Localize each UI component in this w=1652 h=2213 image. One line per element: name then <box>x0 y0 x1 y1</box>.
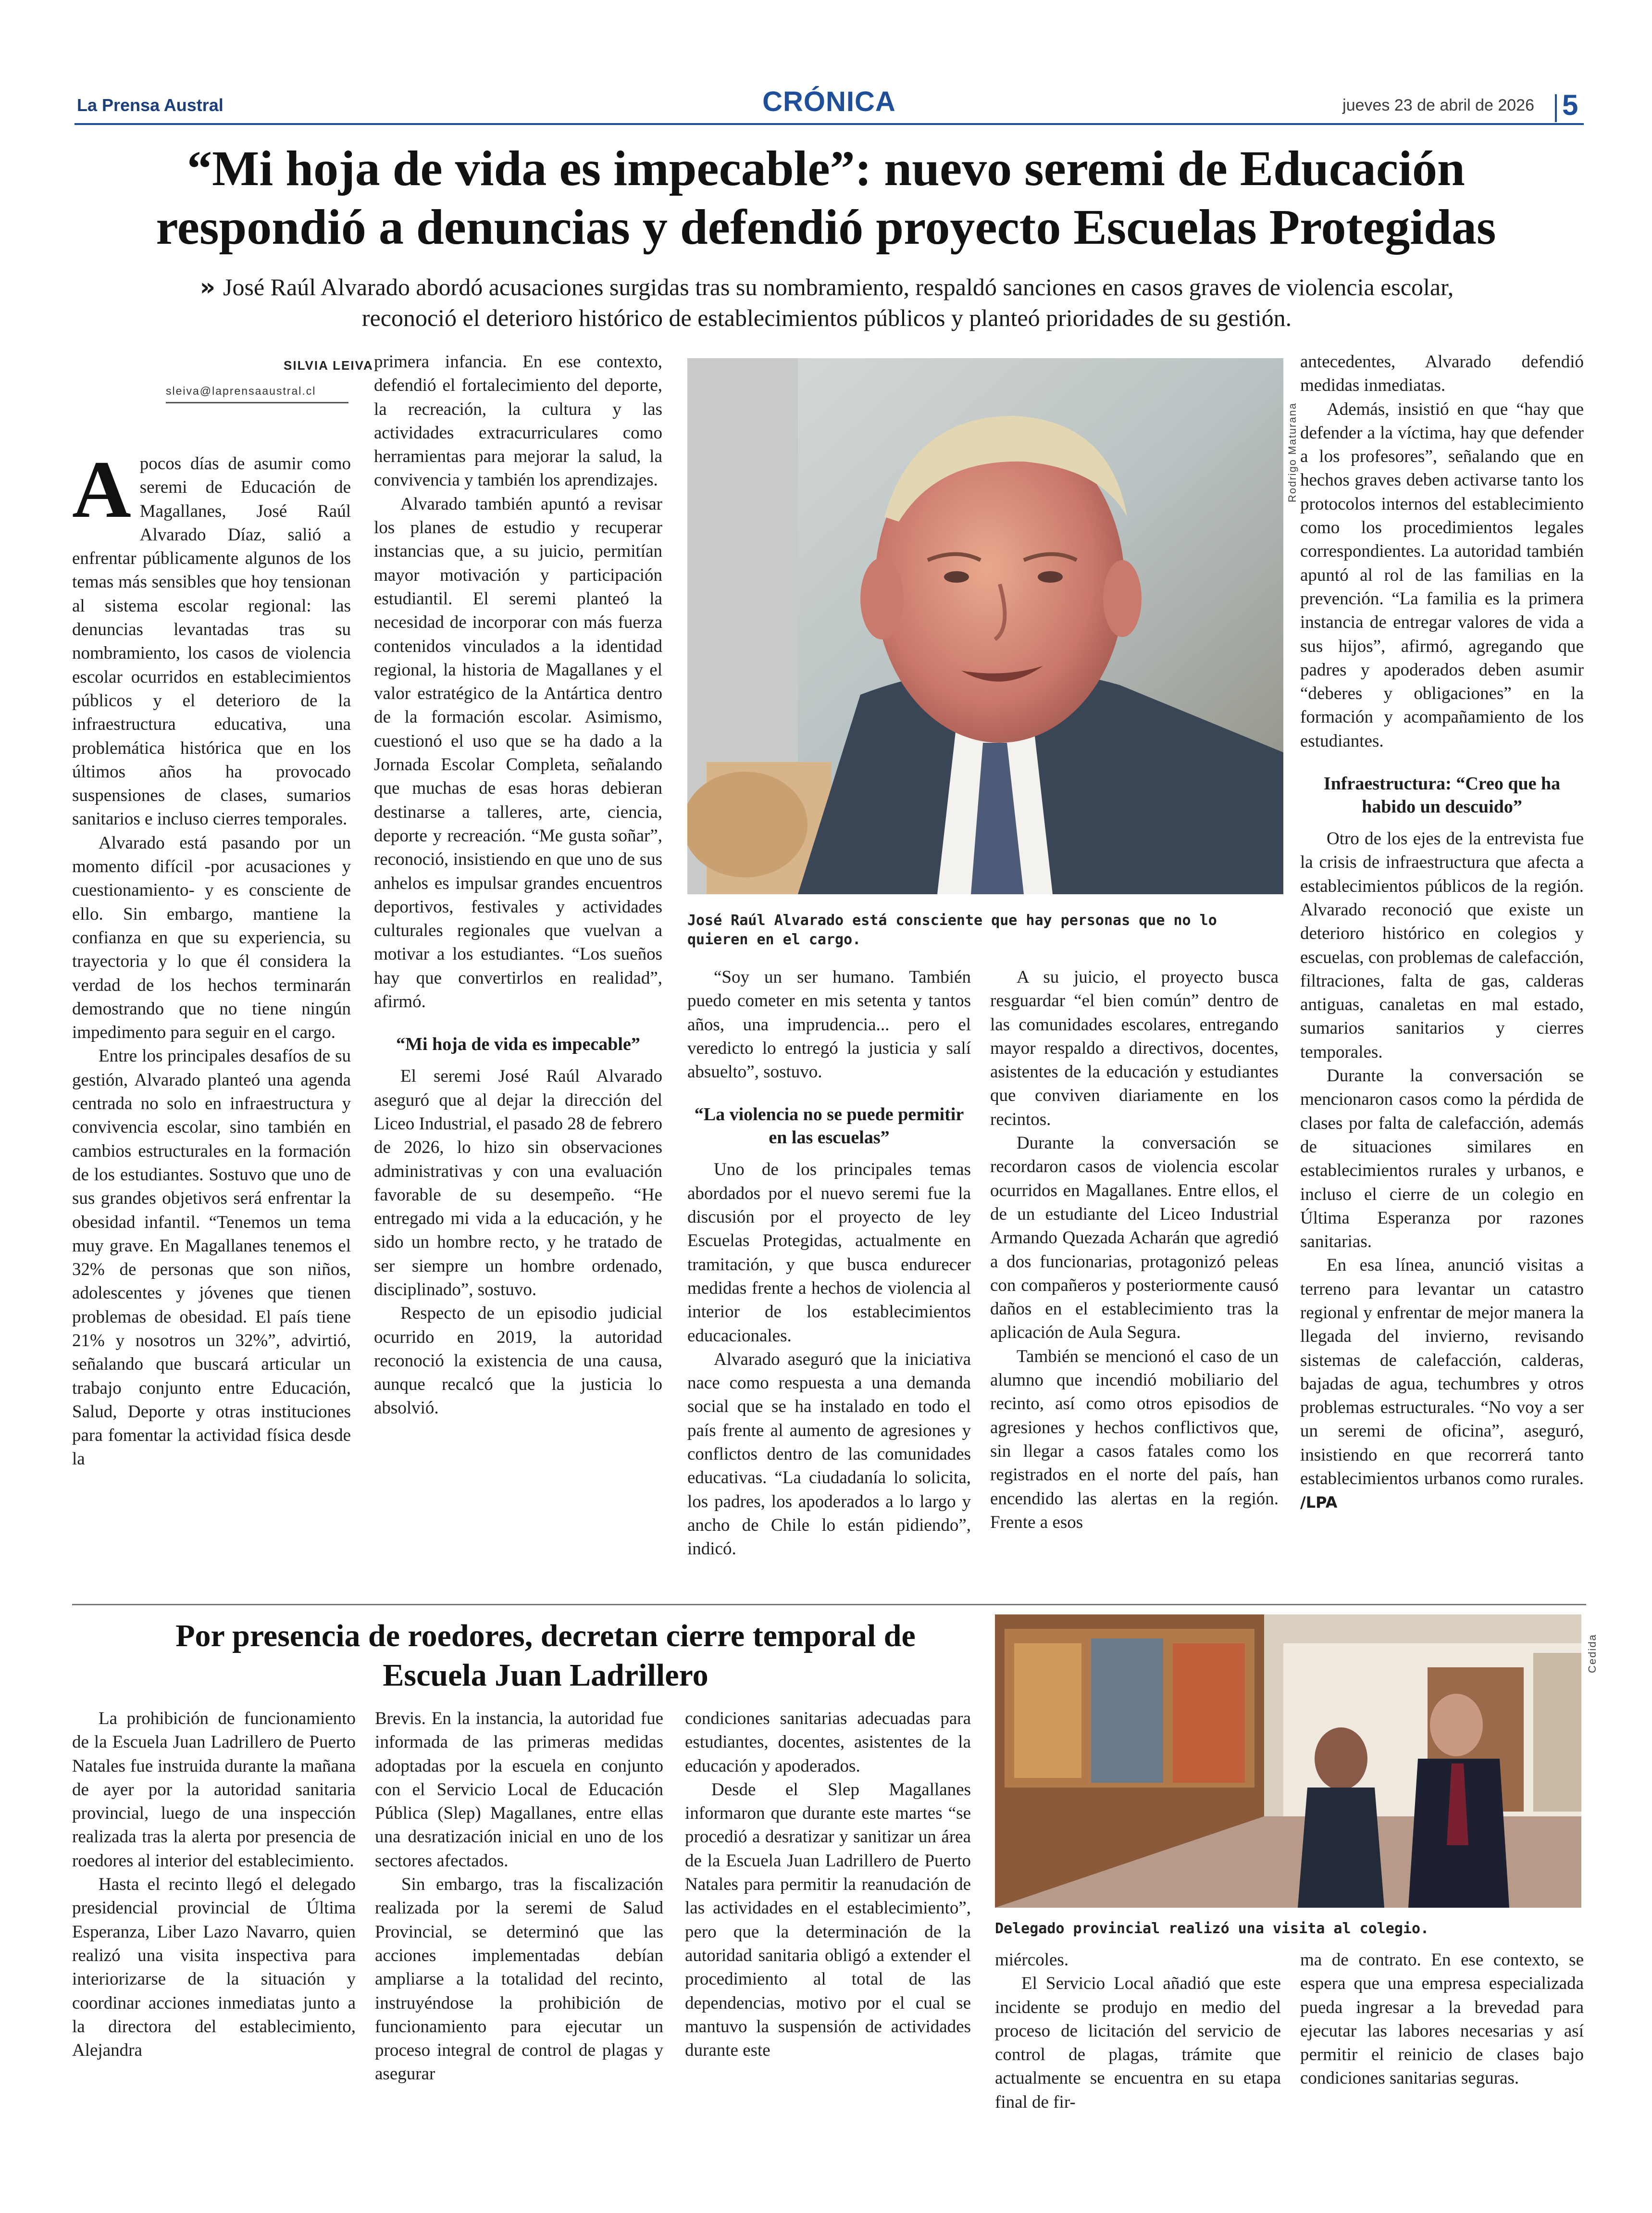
header-rule <box>75 123 1584 125</box>
byline-email: sleiva@laprensaaustral.cl <box>166 385 316 397</box>
paragraph: Otro de los ejes de la entrevista fue la crisis de infraestructura que afecta a establecimientos públicos de la región. Alvarado reconoció que existe un deterioro histórico en colegios y escuelas, con problemas de calefacción, filtraciones, falta de gas, calderas antiguas, canaletas en mal estado, sumarios sanitarios y cierres temporales. <box>1300 829 1584 1062</box>
deck-text: José Raúl Alvarado abordó acusaciones surgidas tras su nombramiento, respaldó sanciones en casos graves de violencia escolar, reconoció el deterioro histórico de establecimientos públicos y planteó prioridades de su gestión. <box>223 274 1454 331</box>
story-divider <box>72 1604 1586 1605</box>
second-column-1 <box>72 1707 356 2188</box>
paragraph: primera infancia. En ese contexto, defendió el fortalecimiento del deporte, la recreación, la cultura y las actividades extracurriculares como herramientas para mejorar la salud, la convivencia y también los aprendizajes. <box>374 352 662 490</box>
paragraph: Además, insistió en que “hay que defender a la víctima, hay que defender a los profesores”, señalando que en hechos graves deben activarse tanto los protocolos internos del establecimiento como los procedimientos legales correspondientes. La autoridad también apuntó al rol de las familias en la prevención. “La familia es la primera instancia de entregar valores de vida a sus hijos”, afirmó, agregando que padres y apoderados deben asumir “deberes y obligaciones” en la formación y acompañamiento de los estudiantes. <box>1300 399 1584 751</box>
second-photo <box>995 1614 1581 1908</box>
paragraph: También se mencionó el caso de un alumno que incendió mobiliario del recinto, así como otros episodios de agresiones y hechos conflictivos que, sin llegar a casos fatales como los registrados en el norte del país, han encendido las alertas en la región. Frente a esos <box>990 1346 1279 1532</box>
paragraph: Durante la conversación se mencionaron casos como la pérdida de clases por falta de calefacción, además de situaciones similares en establecimientos rurales y urbanos, e incluso el cierre de un colegio en Última Esperanza por razones sanitarias. <box>1300 1066 1584 1252</box>
issue-date: jueves 23 de abril de 2026 <box>1342 96 1534 114</box>
page-separator <box>1555 94 1557 122</box>
paragraph: Respecto de un episodio judicial ocurrido en 2019, la autoridad reconoció la existencia de una causa, aunque recalcó que la justicia lo absolvió. <box>374 1303 662 1418</box>
main-deck <box>159 272 1495 333</box>
second-column-2 <box>375 1707 663 2188</box>
main-column-4 <box>990 965 1279 1591</box>
paragraph: Uno de los principales temas abordados por el nuevo seremi fue la discusión por el proyecto de ley Escuelas Protegidas, actualmente en tramitación, y que busca endurecer medidas frente a hechos de violencia al interior de los establecimientos educacionales. <box>687 1160 971 1346</box>
paragraph: Hasta el recinto llegó el delegado presidencial provincial de Última Esperanza, Liber Lazo Navarro, quien realizó una visita inspectiva para interiorizarse de la situación y coordinar acciones inmediatas junto a la directora del establecimiento, Alejandra <box>72 1875 356 2061</box>
paragraph: Desde el Slep Magallanes informaron que durante este martes “se procedió a desratizar y sanitizar un área de la Escuela Juan Ladrillero de Puerto Natales para permitir la reanudación de las actividades en el establecimiento”, pero que la determinación de la autoridad sanitaria obligó a extender el procedimiento al total de las dependencias, motivo por el cual se mantuvo la suspensión de actividades durante este <box>685 1779 971 2061</box>
school-visit-illustration <box>995 1614 1581 1908</box>
paragraph: En esa línea, anunció visitas a terreno para levantar un catastro regional y enfrentar de mejor manera la llegada del invierno, revisando sistemas de calefacción, calderas, bajadas de agua, techumbres y otros problemas estructurales. “No voy a ser un seremi de oficina”, aseguró, insistiendo en que recorrerá tanto establecimientos urbanos como rurales. /LPA <box>1300 1255 1584 1512</box>
paragraph: Entre los principales desafíos de su gestión, Alvarado planteó una agenda centrada no solo en infraestructura y convivencia escolar, sino también en cambios estructurales en la formación de los estudiantes. Sostuvo que uno de sus grandes objetivos será enfrentar la obesidad infantil. “Tenemos un tema muy grave. En Magallanes tenemos el 32% de personas que son niños, adolescentes y jóvenes que tienen problemas de obesidad. El país tiene 21% y nosotros un 32%”, advirtió, señalando que buscará articular un trabajo conjunto entre Educación, Salud, Deporte y otras instituciones para fomentar la actividad física desde la <box>72 1046 351 1469</box>
paragraph: Sin embargo, tras la fiscalización realizada por la seremi de Salud Provincial, se determinó que las acciones implementadas debían ampliarse a la totalidad del recinto, instruyéndose la prohibición de funcionamiento para ejecutar un proceso integral de control de plagas y asegurar <box>375 1875 663 2084</box>
paragraph: Alvarado aseguró que la iniciativa nace como respuesta a una demanda social que se ha instalado en todo el país frente al aumento de agresiones y conflictos dentro de las comunidades educativas. “La ciudadanía lo solicita, los padres, los apoderados a lo largo y ancho de Chile lo están pidiendo”, indicó. <box>687 1349 971 1559</box>
photo-credit-2: Cedida <box>1586 1634 1598 1673</box>
paragraph: A su juicio, el proyecto busca resguardar “el bien común” dentro de las comunidades escolares, entregando mayor respaldo a directivos, docentes, asistentes de la educación y estudiantes que conviven diariamente en los recintos. <box>990 967 1279 1129</box>
photo-caption-2: Delegado provincial realizó una visita al colegio. <box>995 1920 1429 1937</box>
main-column-3 <box>687 965 971 1591</box>
newspaper-name: La Prensa Austral <box>77 95 224 115</box>
paragraph: El Servicio Local añadió que este incidente se produjo en medio del proceso de licitación del servicio de control de plagas, trámite que actualmente se encuentra en su etapa final de fir- <box>995 1974 1281 2112</box>
subheading: “Mi hoja de vida es impecable” <box>396 1034 640 1055</box>
paragraph: Durante la conversación se recordaron casos de violencia escolar ocurridos en Magallanes. Entre ellos, el de un estudiante del Liceo Industrial Armando Quezada Acharán que agredió a dos funcionarias, protagonizó peleas con compañeros y posteriormente causó daños en el establecimiento tras la aplicación de Aula Segura. <box>990 1133 1279 1343</box>
main-column-2 <box>374 350 662 1591</box>
end-sign: /LPA <box>1300 1493 1338 1512</box>
subheading: Infraestructura: “Creo que ha habido un descuido” <box>1323 774 1561 817</box>
second-headline: Por presencia de roedores, decretan cierre temporal de Escuela Juan Ladrillero <box>175 1618 916 1693</box>
paragraph: “Soy un ser humano. También puedo cometer en mis setenta y tantos años, una imprudencia... pero el veredicto lo entregó la justicia y salí absuelto”, sostuvo. <box>687 967 971 1082</box>
paragraph: Alvarado también apuntó a revisar los planes de estudio y recuperar instancias que, a su juicio, permitían mayor motivación y participación estudiantil. El seremi planteó la necesidad de incorporar con más fuerza contenidos vinculados a la identidad regional, la historia de Magallanes y el valor estratégico de la Antártica dentro de la formación escolar. Asimismo, cuestionó el uso que se ha dado a la Jornada Escolar Completa, señalando que muchas de esas horas debieran destinarse a talleres, arte, ciencia, deporte y recreación. “Me gusta soñar”, reconoció, insistiendo en que uno de sus anhelos es impulsar grandes encuentros deportivos, festivales y actividades culturales regionales que vuelvan a motivar a los estudiantes. “Los sueños hay que convertirlos en realidad”, afirmó. <box>374 494 662 1012</box>
paragraph: miércoles. <box>995 1950 1069 1970</box>
section-title: CRÓNICA <box>762 86 896 117</box>
photo-caption: José Raúl Alvarado está consciente que hay personas que no lo quieren en el cargo. <box>687 912 1217 948</box>
second-column-4 <box>995 1948 1281 2188</box>
paragraph: Alvarado está pasando por un momento difícil -por acusaciones y cuestionamiento- y es consciente de ello. Sin embargo, mantiene la confianza en que su experiencia, su trayectoria y lo que él considera la verdad de los hechos terminarán demostrando que no tiene ningún impedimento para seguir en el cargo. <box>72 833 351 1043</box>
subheading: “La violencia no se puede permitir en las escuelas” <box>694 1104 964 1148</box>
page-number: 5 <box>1562 89 1578 121</box>
paragraph: Brevis. En la instancia, la autoridad fue informada de las primeras medidas adoptadas por la escuela en conjunto con el Servicio Local de Educación Pública (Slep) Magallanes, entre ellas una desratización inicial en uno de los sectores afectados. <box>375 1709 663 1871</box>
byline-author: SILVIA LEIVA <box>284 358 373 373</box>
photo-credit: Rodrigo Maturana <box>1286 402 1298 502</box>
second-column-3 <box>685 1707 971 2188</box>
paragraph: antecedentes, Alvarado defendió medidas inmediatas. <box>1300 352 1584 396</box>
paragraph: La prohibición de funcionamiento de la Escuela Juan Ladrillero de Puerto Natales fue instruida durante la mañana de ayer por la autoridad sanitaria provincial, luego de una inspección realizada tras la alerta por presencia de roedores al interior del establecimiento. <box>72 1709 356 1871</box>
portrait-illustration <box>687 358 1283 894</box>
paragraph: ma de contrato. En ese contexto, se espera que una empresa especializada pueda ingresar a la brevedad para ejecutar las labores necesarias y así permitir el reinicio de clases bajo condiciones sanitarias seguras. <box>1300 1950 1584 2088</box>
main-headline: “Mi hoja de vida es impecable”: nuevo seremi de Educación respondió a denuncias y defendió proyecto Escuelas Protegidas <box>156 141 1496 255</box>
drop-cap: A <box>72 452 131 535</box>
second-column-5 <box>1300 1948 1584 2188</box>
paragraph: pocos días de asumir como seremi de Educación de Magallanes, José Raúl Alvarado Díaz, salió a enfrentar públicamente algunos de los temas más sensibles que hoy tensionan al sistema escolar regional: las denuncias levantadas tras su nombramiento, los casos de violencia escolar ocurridos en establecimientos públicos y el deterioro de la infraestructura educativa, una problemática histórica que en los últimos años ha provocado suspensiones de clases, sumarios sanitarios e incluso cierres temporales. <box>72 454 351 829</box>
byline-rule <box>166 402 348 403</box>
double-chevron-right-icon: » <box>199 273 216 301</box>
paragraph: condiciones sanitarias adecuadas para estudiantes, docentes, asistentes de la educación y apoderados. <box>685 1709 971 1776</box>
main-column-5 <box>1300 350 1584 1591</box>
main-column-1 <box>72 452 351 1591</box>
paragraph: El seremi José Raúl Alvarado aseguró que al dejar la dirección del Liceo Industrial, el pasado 28 de febrero de 2026, lo hizo sin observaciones administrativas y con una evaluación favorable de su desempeño. “He entregado mi vida a la educación, y he sido un hombre recto, y he tratado de ser siempre un hombre ordenado, disciplinado”, sostuvo. <box>374 1066 662 1300</box>
main-photo <box>687 358 1283 894</box>
